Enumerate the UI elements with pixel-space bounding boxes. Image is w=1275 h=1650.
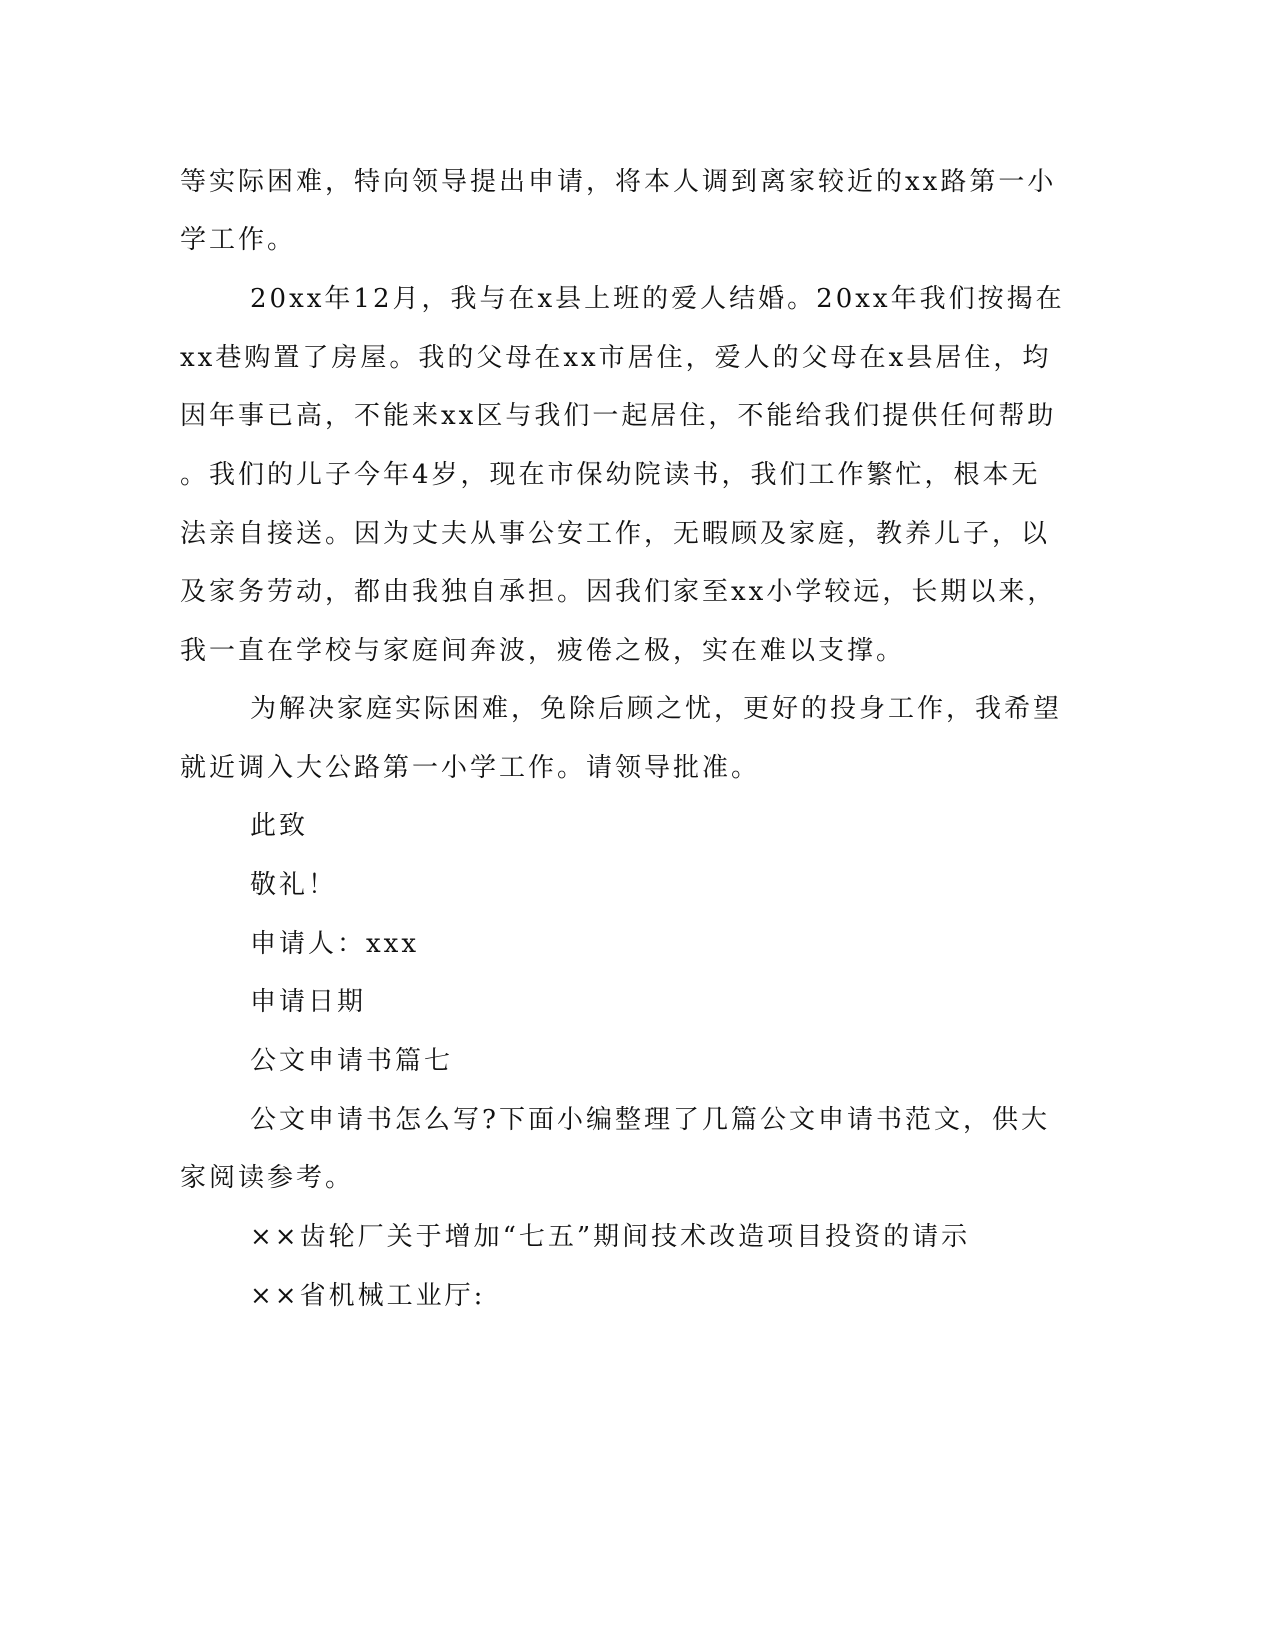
text-line: 公文申请书篇七	[250, 1046, 454, 1076]
text-line: 等实际困难，特向领导提出申请，将本人调到离家较近的xx路第一小	[180, 167, 1057, 197]
text-line: 家阅读参考。	[180, 1163, 355, 1193]
text-line: ××齿轮厂关于增加“七五”期间技术改造项目投资的请示	[250, 1222, 971, 1252]
text-line: 因年事已高，不能来xx区与我们一起居住，不能给我们提供任何帮助	[180, 401, 1057, 431]
text-line: 此致	[250, 811, 309, 841]
text-line: xx巷购置了房屋。我的父母在xx市居住，爱人的父母在x县居住，均	[180, 343, 1052, 373]
text-line: 为解决家庭实际困难，免除后顾之忧，更好的投身工作，我希望	[250, 694, 1063, 724]
text-line: 公文申请书怎么写?下面小编整理了几篇公文申请书范文，供大	[250, 1105, 1050, 1135]
text-line: 及家务劳动，都由我独自承担。因我们家至xx小学较远，长期以来，	[180, 577, 1057, 607]
text-line: 20xx年12月，我与在x县上班的爱人结婚。20xx年我们按揭在	[250, 284, 1065, 314]
text-line: 法亲自接送。因为丈夫从事公安工作，无暇顾及家庭，教养儿子，以	[180, 519, 1051, 549]
text-line: 申请日期	[250, 987, 367, 1017]
text-line: 。我们的儿子今年4岁，现在市保幼院读书，我们工作繁忙，根本无	[180, 460, 1041, 490]
text-line: ××省机械工业厅:	[250, 1281, 486, 1311]
text-line: 敬礼！	[250, 870, 338, 900]
text-line: 学工作。	[180, 225, 297, 255]
text-line: 申请人：xxx	[250, 929, 419, 959]
text-line: 我一直在学校与家庭间奔波，疲倦之极，实在难以支撑。	[180, 636, 906, 666]
text-line: 就近调入大公路第一小学工作。请领导批准。	[180, 753, 761, 783]
